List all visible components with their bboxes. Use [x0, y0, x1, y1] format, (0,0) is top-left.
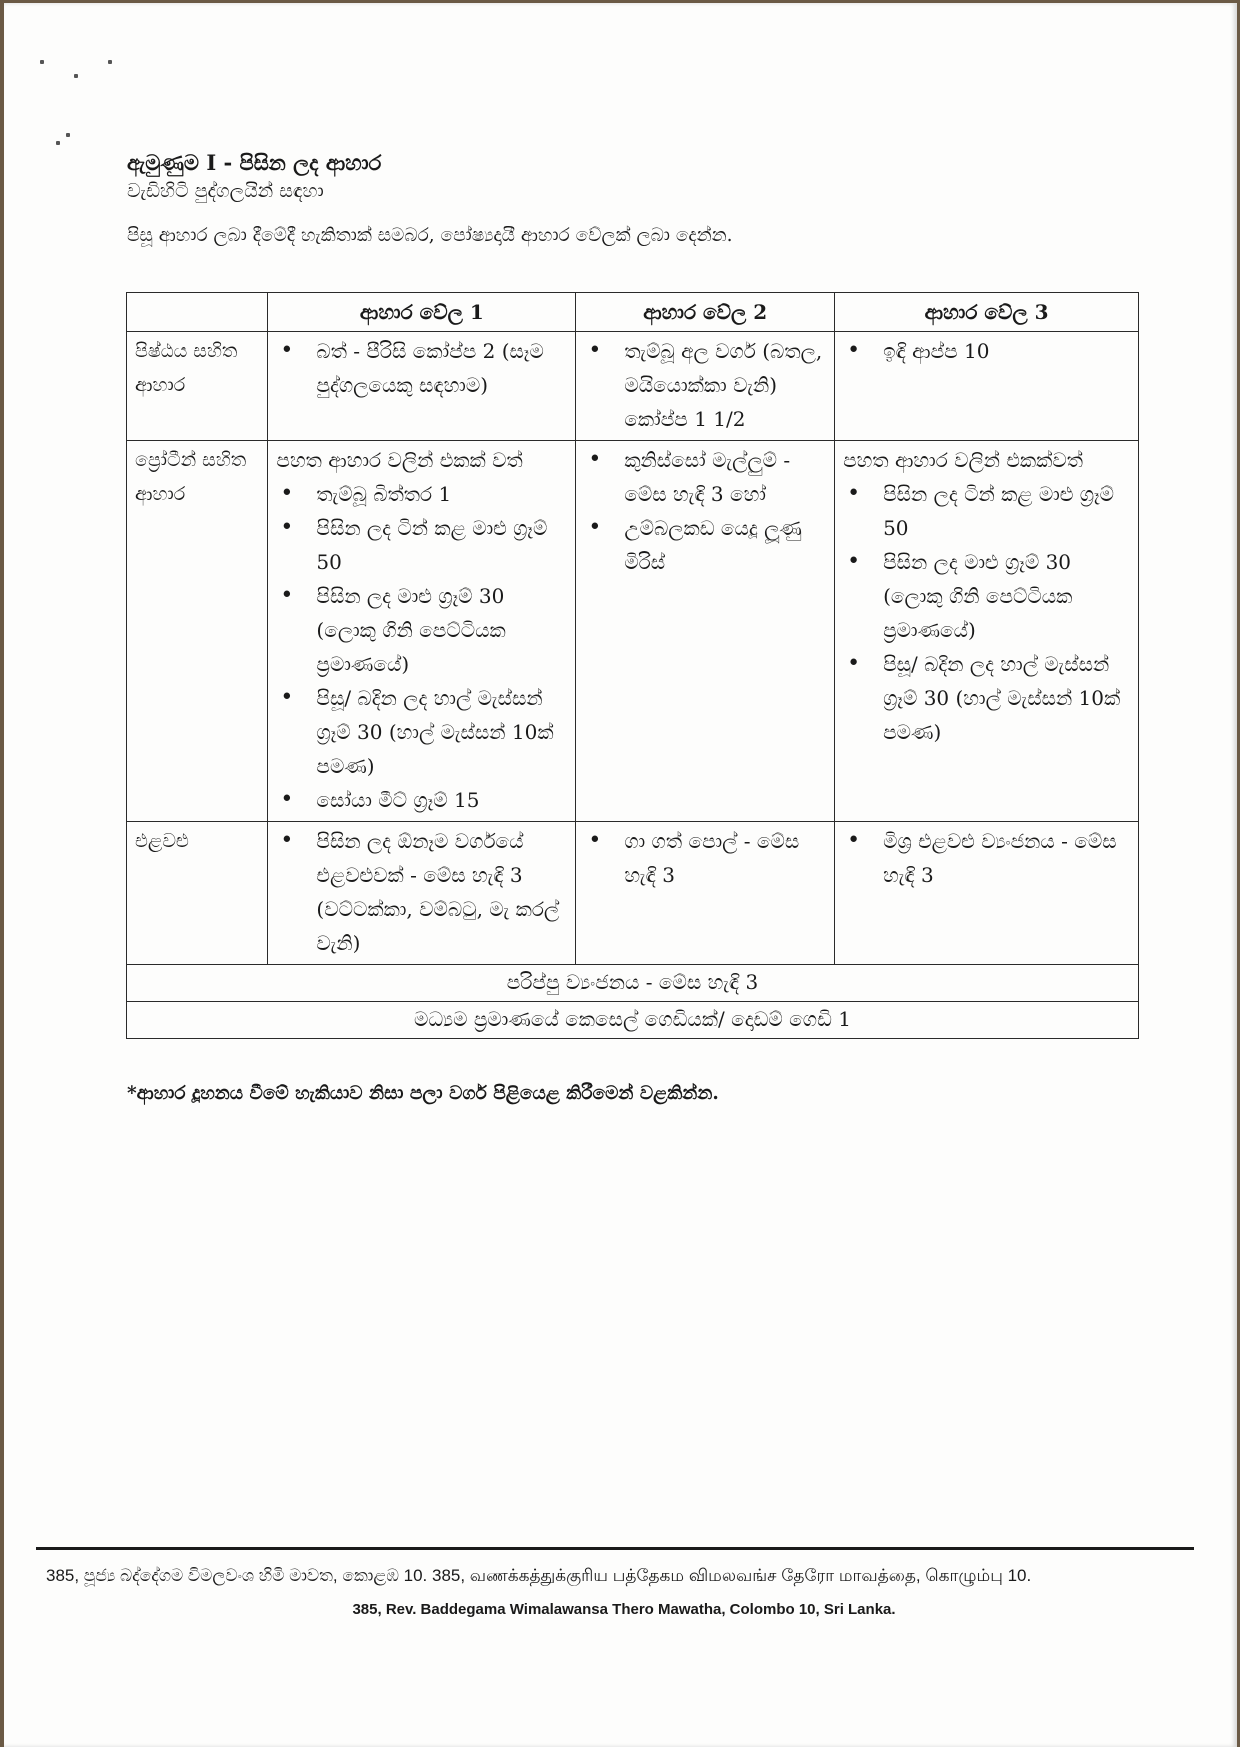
food-item: • පිසින ලද ටින් කළ මාළු ග්‍රෑම් 50 — [276, 511, 567, 579]
header-meal-3: ආහාර වේල 3 — [835, 293, 1139, 332]
cell-lead-text: පහත ආහාර වලින් එකක් වත් — [276, 448, 523, 472]
row-label: ප්‍රෝටීන් සහිත ආහාර — [127, 441, 268, 822]
cell-lead-text: පහත ආහාර වලින් එකක්වත් — [843, 448, 1084, 472]
footer-address-local: 385, පූජ්‍ය බද්දේගම විමලවංශ හිමි මාවත, කොළඹ 10. 385, வணக்கத்துக்குரிய பத்தேகம விமலவங்ச தேரோ மாவத்தை, கொழும்பு 10. — [46, 1566, 1032, 1585]
intro-text: පිසූ ආහාර ලබා දීමේදී හැකිතාක් සමබර, පෝෂ්‍යදායී ආහාර වේලක් ලබා දෙන්න. — [127, 225, 733, 246]
header-meal-1: ආහාර වේල 1 — [268, 293, 576, 332]
document-page — [4, 3, 1237, 1747]
food-item-list — [276, 477, 567, 817]
food-item: • සෝයා මීට් ග්‍රෑම් 15 — [276, 783, 567, 817]
cell-meal-3 — [835, 822, 1139, 965]
food-item-list — [276, 824, 567, 960]
meal-plan-table — [126, 292, 1139, 1039]
cell-meal-2 — [576, 332, 835, 441]
cell-meal-2 — [576, 822, 835, 965]
cell-meal-1 — [268, 441, 576, 822]
food-item: • තැම්බූ අල වර්ග (බතල, මයියොක්කා වැනි) කෝප්ප 1 1/2 — [584, 334, 826, 436]
food-item-list — [276, 334, 567, 402]
food-item-list — [584, 824, 826, 892]
row-label: එළවළු — [127, 822, 268, 965]
food-item: • බත් - පීරිසි කෝප්ප 2 (සෑම පුද්ගලයෙකු සඳහාම) — [276, 334, 567, 402]
cell-meal-3 — [835, 441, 1139, 822]
footer-divider — [36, 1547, 1194, 1550]
food-item: • පිසින ලද ඕනෑම වර්ගයේ එළවළුවක් - මේස හැඳි 3 (වට්ටක්කා, වම්බටු, මැ කරල් වැනි) — [276, 824, 567, 960]
food-item: • ගා ගත් පොල් - මේස හැඳි 3 — [584, 824, 826, 892]
footnote: *ආහාර දූහනය වීමේ හැකියාව නිසා පලා වර්ග පිළියෙළ කිරීමෙන් වළකින්න. — [127, 1083, 719, 1104]
food-item-list — [843, 824, 1130, 892]
food-item: • ඉඳි ආප්ප 10 — [843, 334, 1130, 368]
cell-meal-1 — [268, 332, 576, 441]
table-span-row — [127, 965, 1139, 1002]
food-item-list — [584, 443, 826, 579]
document-title: ඇමුණුම I - පිසින ලද ආහාර — [127, 150, 382, 175]
span-row-text: මධ්‍යම ප්‍රමාණයේ කෙසෙල් ගෙඩියක්/ දොඩම් ගෙඩි 1 — [127, 1002, 1139, 1039]
food-item: • මිශ්‍ර එළවළු ව්‍යංජනය - මේස හැඳි 3 — [843, 824, 1130, 892]
cell-meal-3 — [835, 332, 1139, 441]
food-item: • උම්බලකඩ යෙදූ ලූණු මිරිස් — [584, 511, 826, 579]
document-subtitle: වැඩිහිටි පුද්ගලයින් සඳහා — [127, 180, 324, 202]
food-item-list — [843, 334, 1130, 368]
footer-address-english: 385, Rev. Baddegama Wimalawansa Thero Mawatha, Colombo 10, Sri Lanka. — [352, 1601, 896, 1618]
header-empty — [127, 293, 268, 332]
table-row — [127, 332, 1139, 441]
food-item: • පිසින ලද ටින් කළ මාළු ග්‍රෑම් 50 — [843, 477, 1130, 545]
span-row-text: පරිප්පු ව්‍යංජනය - මේස හැඳි 3 — [127, 965, 1139, 1002]
food-item: • තැම්බූ බිත්තර 1 — [276, 477, 567, 511]
food-item: • කුනිස්සෝ මැල්ලුම් - මේස හැඳි 3 හෝ — [584, 443, 826, 511]
food-item: • පිසූ/ බදින ලද හාල් මැස්සන් ග්‍රෑම් 30 (හාල් මැස්සන් 10ක් පමණ) — [276, 681, 567, 783]
table-row — [127, 822, 1139, 965]
food-item: • පිසූ/ බදින ලද හාල් මැස්සන් ග්‍රෑම් 30 (හාල් මැස්සන් 10ක් පමණ) — [843, 647, 1130, 749]
cell-meal-1 — [268, 822, 576, 965]
cell-meal-2 — [576, 441, 835, 822]
table-header-row — [127, 293, 1139, 332]
food-item-list — [584, 334, 826, 436]
food-item-list — [843, 477, 1130, 749]
row-label: පිෂ්ඨය සහිත ආහාර — [127, 332, 268, 441]
table-row — [127, 441, 1139, 822]
table-span-row — [127, 1002, 1139, 1039]
header-meal-2: ආහාර වේල 2 — [576, 293, 835, 332]
food-item: • පිසින ලද මාළු ග්‍රෑම් 30 (ලොකු ගිනි පෙට්ටියක ප්‍රමාණයේ) — [843, 545, 1130, 647]
food-item: • පිසින ලද මාළු ග්‍රෑම් 30 (ලොකු ගිනි පෙට්ටියක ප්‍රමාණයේ) — [276, 579, 567, 681]
